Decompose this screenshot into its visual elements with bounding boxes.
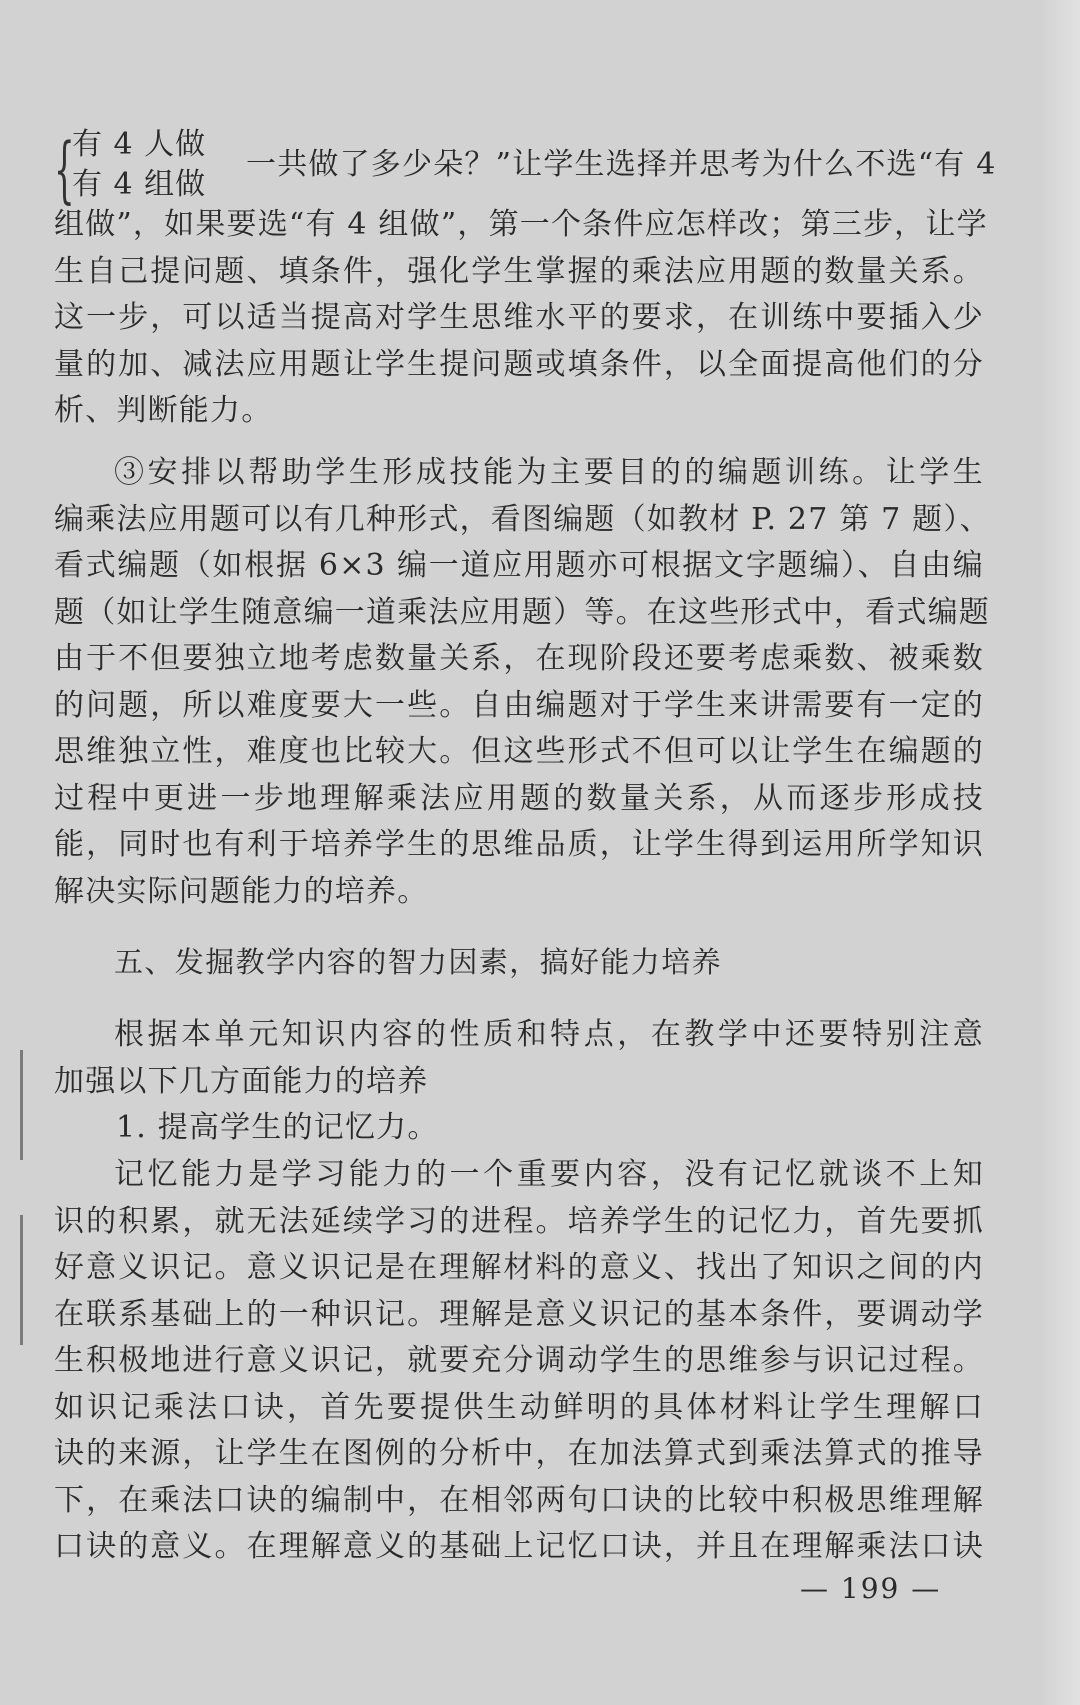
text-line: 组做”，如果要选“有 4 组做”，第一个条件应怎样改；第三步，让学 [54,207,988,242]
text-line: 过程中更进一步地理解乘法应用题的数量关系，从而逐步形成技 [54,780,984,816]
text-line: 编乘法应用题可以有几种形式，看图编题（如教材 P. 27 第 7 题）、 [54,501,991,537]
section-heading: 五、发掘教学内容的智力因素，搞好能力培养 [114,945,723,979]
text-line: 看式编题（如根据 6×3 编一道应用题亦可根据文字题编）、自由编 [54,548,984,583]
subheading [116,1105,716,1152]
paragraph-4 [54,1152,984,1571]
text-line: 根据本单元知识内容的性质和特点，在教学中还要特别注意 [114,1017,984,1052]
text-line: 生积极地进行意义识记，就要充分调动学生的思维参与识记过程。 [54,1343,984,1378]
text-line: ③安排以帮助学生形成技能为主要目的的编题训练。让学生 [114,455,984,490]
subheading-text: 1. 提高学生的记忆力。 [116,1110,439,1145]
text-line: 这一步，可以适当提高对学生思维水平的要求，在训练中要插入少 [54,300,984,335]
text-line: 能，同时也有利于培养学生的思维品质，让学生得到运用所学知识 [54,827,984,862]
text-line: 如识记乘法口诀，首先要提供生动鲜明的具体材料让学生理解口 [54,1389,984,1425]
paragraph-1 [54,202,988,435]
text-line: 加强以下几方面能力的培养 [54,1063,429,1099]
margin-mark [20,1215,23,1345]
text-line: 的问题，所以难度要大一些。自由编题对于学生来讲需要有一定的 [54,687,984,723]
text-line: 由于不但要独立地考虑数量关系，在现阶段还要考虑乘数、被乘数 [54,641,984,676]
brace-option-top: 有 4 人做 [72,127,207,162]
text-line: 在联系基础上的一种识记。理解是意义识记的基本条件，要调动学 [54,1296,984,1332]
text-line: 好意义识记。意义识记是在理解材料的意义、找出了知识之间的内 [54,1250,984,1285]
text-line: 析、判断能力。 [54,393,273,428]
text-line: 题（如让学生随意编一道乘法应用题）等。在这些形式中，看式编题 [54,594,990,630]
margin-mark [20,1050,23,1160]
text-line: 解决实际问题能力的培养。 [54,873,429,909]
text-line: 量的加、减法应用题让学生提问题或填条件，以全面提高他们的分 [54,346,984,382]
text-line: 下，在乘法口诀的编制中，在相邻两句口诀的比较中积极思维理解 [54,1482,984,1518]
page-number: — 199 — [800,1572,942,1605]
paragraph-2 [54,450,991,915]
text-line: 思维独立性，难度也比较大。但这些形式不但可以让学生在编题的 [54,734,984,769]
text-line: 口诀的意义。在理解意义的基础上记忆口诀，并且在理解乘法口诀 [54,1529,984,1564]
text-line: 识的积累，就无法延续学习的进程。培养学生的记忆力，首先要抓 [54,1203,984,1239]
paragraph-3 [54,1012,984,1105]
brace-option-bottom: 有 4 组做 [72,167,207,202]
text-line: 诀的来源，让学生在图例的分析中，在加法算式到乘法算式的推导 [54,1436,984,1471]
text-line: 生自己提问题、填条件，强化学生掌握的乘法应用题的数量关系。 [54,253,984,289]
text-line: 记忆能力是学习能力的一个重要内容，没有记忆就谈不上知 [114,1157,984,1192]
left-brace-icon: { [54,127,75,211]
brace-tail-text: 一共做了多少朵？”让学生选择并思考为什么不选“有 4 [246,147,997,182]
